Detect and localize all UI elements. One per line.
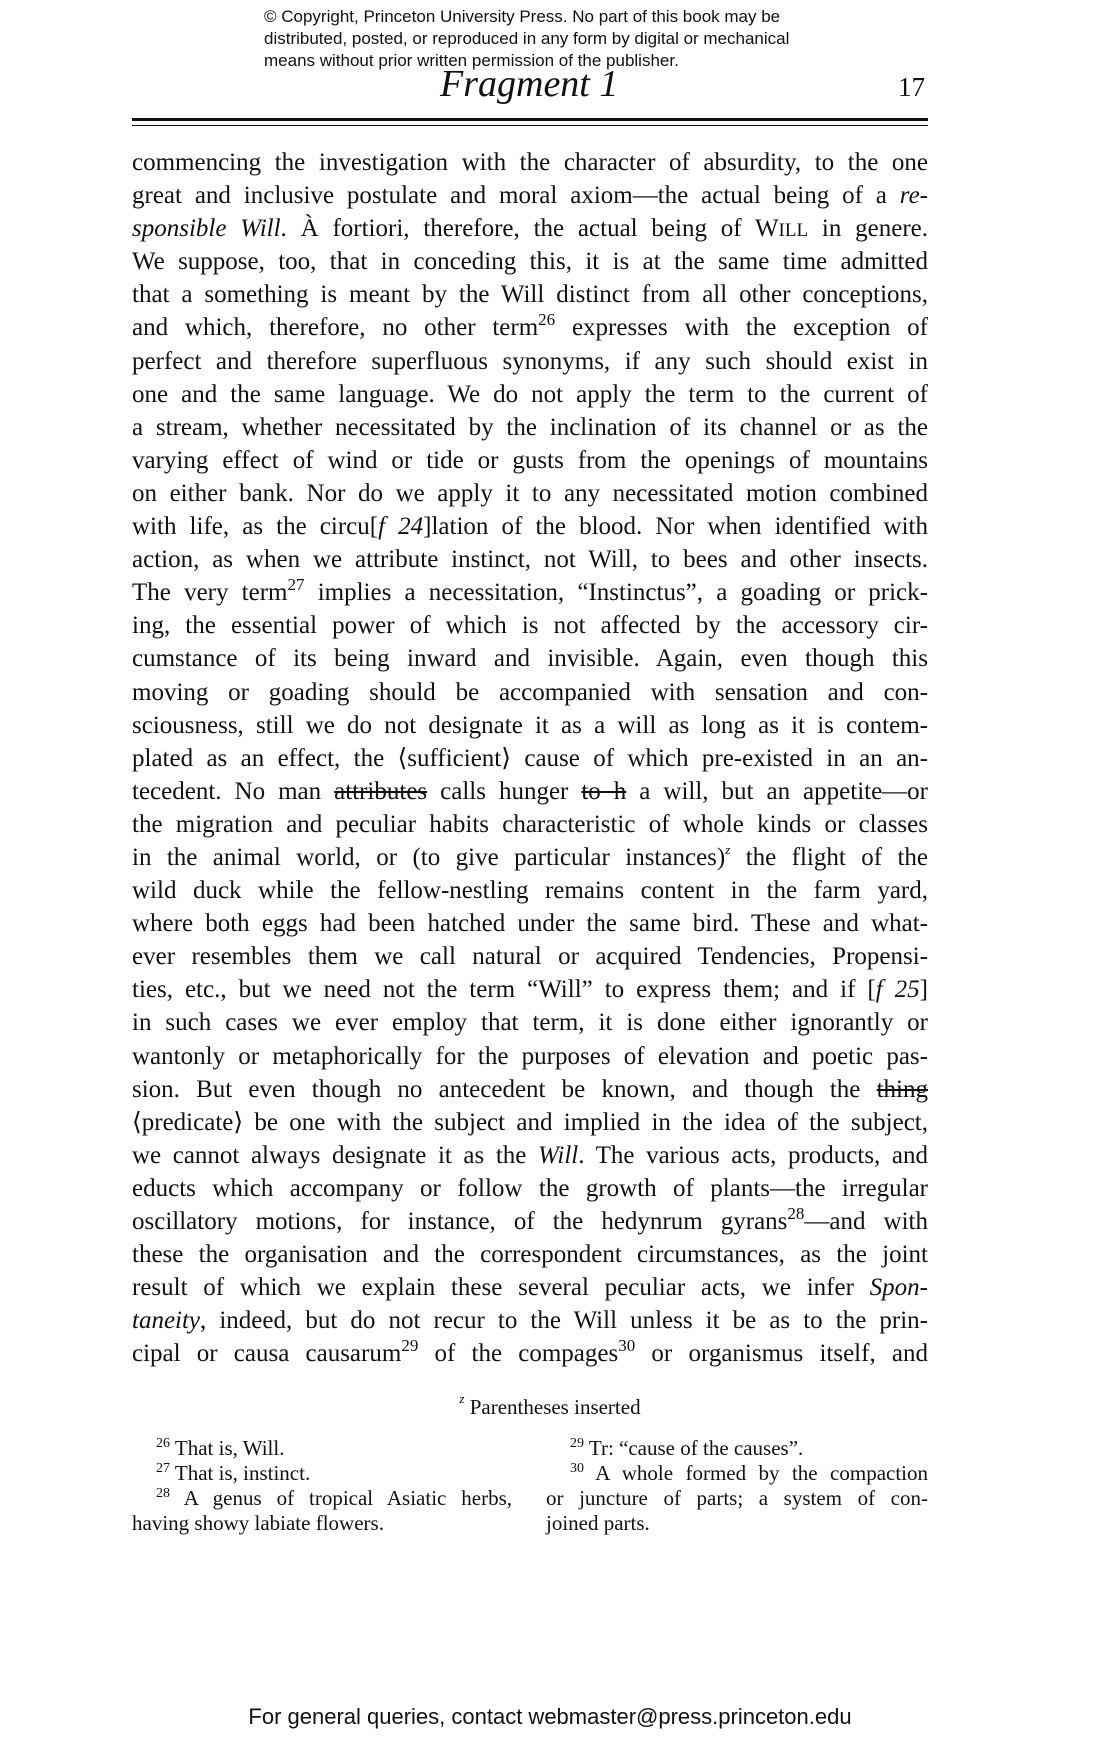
footnote-28: $^{28}$ A genus of tropical Asiatic herbs, xyxy=(156,1486,513,1510)
footnote-30-continued: joined parts. xyxy=(546,1511,650,1535)
text-line: that a something is meant by the Will distinct from all other conceptions, xyxy=(132,281,928,309)
text-line: sponsible Will. À fortiori, therefore, the actual being of WILL in genere. xyxy=(132,215,929,243)
footnote-28-continued: having showy labiate flowers. xyxy=(132,1511,384,1535)
copyright-line: © Copyright, Princeton University Press. No part of this book may be xyxy=(264,7,781,26)
text-line: ing, the essential power of which is not affected by the accessory cir- xyxy=(132,612,928,640)
text-line: in the animal world, or (to give particular instances)$^z$ the flight of the xyxy=(132,841,928,871)
text-line: wantonly or metaphorically for the purposes of elevation and poetic pas- xyxy=(132,1042,928,1070)
page-number: 17 xyxy=(898,72,925,102)
text-line: and which, therefore, no other term$^{26}$ expresses with the exception of xyxy=(132,310,928,342)
main-text xyxy=(132,146,928,1370)
text-line: action, as when we attribute instinct, not Will, to bees and other insects. xyxy=(132,546,928,574)
text-line: ⟨predicate⟩ be one with the subject and implied in the idea of the subject, xyxy=(132,1108,928,1136)
footnote-ref-30[interactable]: 30 xyxy=(618,1336,636,1356)
footnote-ref-29[interactable]: 29 xyxy=(401,1336,419,1356)
text-line: oscillatory motions, for instance, of the hedynrum gyrans$^{28}$—and with xyxy=(132,1204,928,1235)
text-line: educts which accompany or follow the growth of plants—the irregular xyxy=(132,1174,928,1202)
text-line: the migration and peculiar habits characteristic of whole kinds or classes xyxy=(132,810,928,838)
text-line: The very term$^{27}$ implies a necessitation, “Instinctus”, a goading or prick- xyxy=(132,575,928,607)
text-line: wild duck while the fellow-nestling remains content in the farm yard, xyxy=(132,877,928,905)
text-line: plated as an effect, the ⟨sufficient⟩ cause of which pre-existed in an an- xyxy=(132,744,928,772)
footnotes-right-column xyxy=(546,1436,928,1536)
folio-marker: f 24 xyxy=(378,513,424,541)
footnotes-left-column xyxy=(132,1436,512,1536)
footnote-ref-26[interactable]: 26 xyxy=(538,310,556,330)
text-line: in such cases we ever employ that term, it is done either ignorantly or xyxy=(132,1009,928,1037)
text-line: a stream, whether necessitated by the inclination of its channel or as the xyxy=(132,413,928,441)
struck-text: attributes xyxy=(334,777,428,805)
text-line: We suppose, too, that in conceding this, it is at the same time admitted xyxy=(132,248,928,276)
header-rule-thick xyxy=(132,118,928,121)
footnote-ref-27[interactable]: 27 xyxy=(287,575,305,595)
text-line: varying effect of wind or tide or gusts from the openings of mountains xyxy=(132,446,928,474)
text-line: cumstance of its being inward and invisible. Again, even though this xyxy=(132,645,928,673)
footnote-27: $^{27}$ That is, instinct. xyxy=(156,1461,311,1485)
text-line: tecedent. No man attributes calls hunger to h a will, but an appetite—or xyxy=(132,777,929,805)
text-line: these the organisation and the correspondent circumstances, as the joint xyxy=(132,1241,928,1269)
folio-marker: f 25 xyxy=(875,976,920,1004)
struck-text: thing xyxy=(876,1075,928,1103)
footer-contact: For general queries, contact webmaster@press.princeton.edu xyxy=(248,1704,852,1729)
copyright-line: distributed, posted, or reproduced in any form by digital or mechanical xyxy=(264,29,790,48)
text-line: perfect and therefore superfluous synonyms, if any such should exist in xyxy=(132,347,928,375)
text-line: moving or goading should be accompanied with sensation and con- xyxy=(132,678,928,706)
text-line: on either bank. Nor do we apply it to any necessitated motion combined xyxy=(132,479,928,507)
text-line: sion. But even though no antecedent be known, and though the thing xyxy=(132,1075,928,1103)
text-line: cipal or causa causarum$^{29}$ of the compages$^{30}$ or organismus itself, and xyxy=(132,1336,928,1368)
text-line: where both eggs had been hatched under the same bird. These and what- xyxy=(132,910,928,938)
copyright-line: means without prior written permission of the publisher. xyxy=(264,51,679,70)
text-line: sciousness, still we do not designate it as a will as long as it is contem- xyxy=(132,711,928,739)
footnote-26: $^{26}$ That is, Will. xyxy=(156,1436,285,1460)
struck-text: to h xyxy=(581,777,627,805)
text-line: great and inclusive postulate and moral axiom—the actual being of a re- xyxy=(132,182,928,210)
footnote-ref-28[interactable]: 28 xyxy=(787,1204,805,1223)
text-line: result of which we explain these several peculiar acts, we infer Spon- xyxy=(132,1274,928,1302)
text-line: with life, as the circu[f 24]lation of the blood. Nor when identified with xyxy=(132,513,928,541)
footnote-30: $^{30}$ A whole formed by the compaction xyxy=(570,1461,929,1485)
text-line: commencing the investigation with the character of absurdity, to the one xyxy=(132,149,928,176)
textual-note: $^z$ Parentheses inserted xyxy=(459,1391,641,1419)
textual-note-mark: z xyxy=(459,1391,465,1406)
text-line: one and the same language. We do not apply the term to the current of xyxy=(132,380,928,408)
header-rule-thin xyxy=(132,125,928,126)
running-title: Fragment 1 xyxy=(440,63,619,105)
text-line: ever resembles them we call natural or acquired Tendencies, Propensi- xyxy=(132,943,928,971)
text-line: we cannot always designate it as the Will. The various acts, products, and xyxy=(132,1141,928,1169)
textual-note-ref[interactable]: z xyxy=(725,841,731,857)
footnote-30-continued: or juncture of parts; a system of con- xyxy=(546,1486,928,1510)
footnote-29: $^{29}$ Tr: “cause of the causes”. xyxy=(570,1436,804,1460)
text-line: ties, etc., but we need not the term “Will” to express them; and if [f 25] xyxy=(132,976,928,1004)
text-line: taneity, indeed, but do not recur to the Will unless it be as to the prin- xyxy=(132,1307,928,1335)
